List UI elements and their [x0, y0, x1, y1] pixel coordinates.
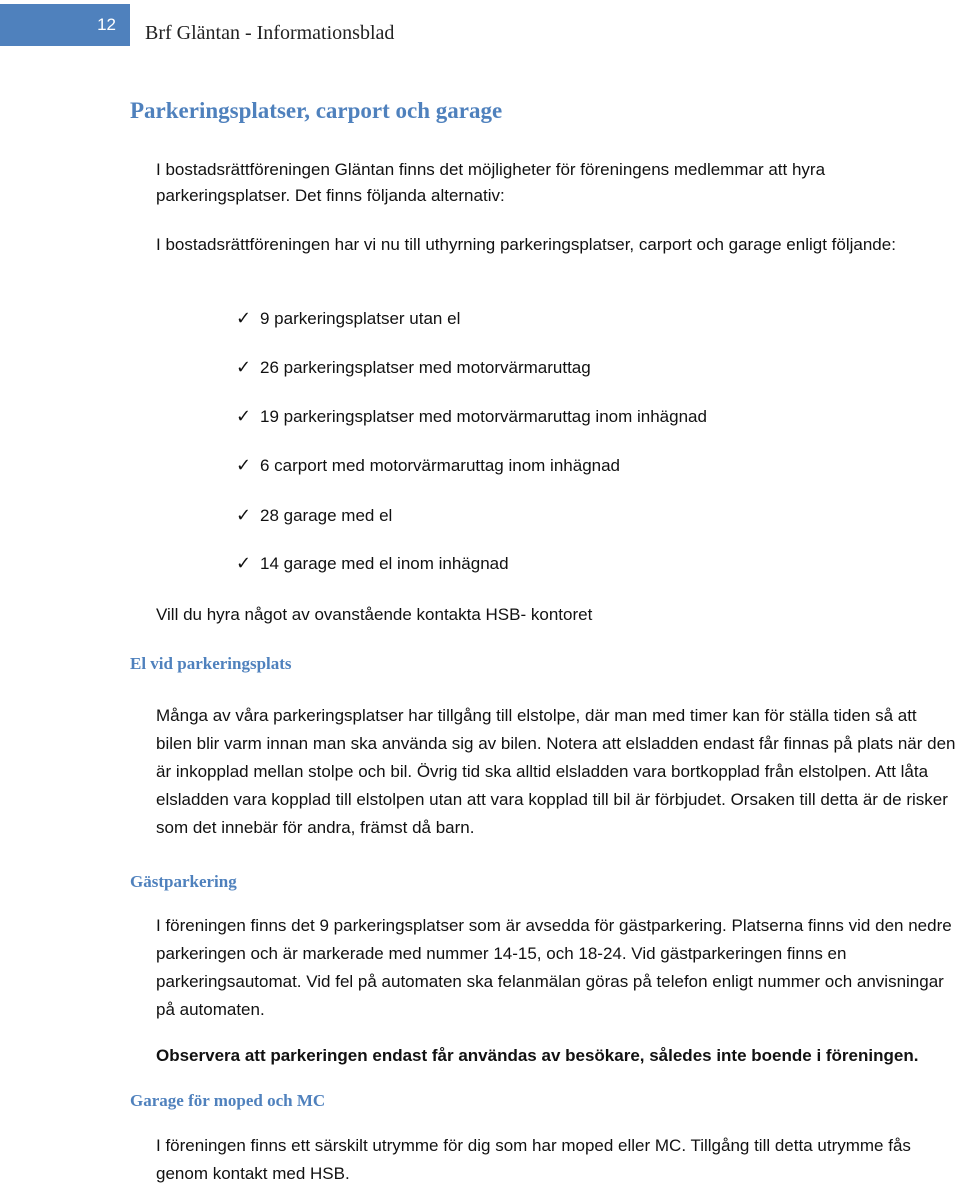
list-item-label: 9 parkeringsplatser utan el — [260, 309, 461, 328]
check-icon: ✓ — [236, 553, 252, 574]
check-icon: ✓ — [236, 308, 252, 329]
check-icon: ✓ — [236, 455, 252, 476]
list-item — [236, 404, 707, 430]
list-item-label: 6 carport med motorvärmaruttag inom inhägnad — [260, 456, 621, 475]
section-heading-moped: Garage för moped och MC — [130, 1091, 326, 1110]
list-item-label: 28 garage med el — [260, 506, 393, 525]
intro-paragraph: I bostadsrättföreningen Gläntan finns det möjligheter för föreningens medlemmar att hyra parkeringsplatser. Det finns följanda alternativ: — [156, 160, 826, 205]
check-icon: ✓ — [236, 357, 252, 378]
check-icon: ✓ — [236, 505, 252, 526]
page-number: 12 — [0, 4, 130, 46]
list-item-label: 19 parkeringsplatser med motorvärmaruttag inom inhägnad — [260, 407, 707, 426]
contact-paragraph: Vill du hyra något av ovanstående kontakta HSB- kontoret — [156, 605, 593, 624]
section-heading-parking: Parkeringsplatser, carport och garage — [130, 98, 503, 123]
list-item-label: 26 parkeringsplatser med motorvärmaruttag — [260, 358, 591, 377]
check-icon: ✓ — [236, 406, 252, 427]
list-item — [236, 355, 591, 381]
section-heading-el: El vid parkeringsplats — [130, 654, 292, 673]
list-item-label: 14 garage med el inom inhägnad — [260, 554, 509, 573]
el-paragraph: Många av våra parkeringsplatser har tillgång till elstolpe, där man med timer kan för ställa tiden så att bilen blir varm innan man ska använda sig av bilen. Notera att elsladden endast får finnas på plats när den är inkopplad mellan stolpe och bil. Övrig tid ska alltid elsladden vara bortkopplad från elstolpen. Att låta elsladden vara kopplad till elstolpen utan att vara kopplad till bil är förbjudet. Orsaken till detta är de risker som det innebär för andra, främst då barn. — [156, 706, 956, 837]
section-heading-guest: Gästparkering — [130, 872, 237, 891]
list-item — [236, 306, 460, 332]
lead-paragraph: I bostadsrättföreningen har vi nu till uthyrning parkeringsplatser, carport och garage enligt följande: — [156, 235, 896, 254]
list-item — [236, 551, 509, 577]
moped-paragraph: I föreningen finns ett särskilt utrymme för dig som har moped eller MC. Tillgång till detta utrymme fås genom kontakt med HSB. — [156, 1136, 911, 1183]
guest-paragraph: I föreningen finns det 9 parkeringsplatser som är avsedda för gästparkering. Platserna finns vid den nedre parkeringen och är markerade med nummer 14-15, och 18-24. Vid gästparkeringen finns en parkeringsautomat. Vid fel på automaten ska felanmälan göras på telefon enligt nummer och anvisningar på automaten. — [156, 916, 952, 1019]
guest-note: Observera att parkeringen endast får användas av besökare, således inte boende i föreningen. — [156, 1046, 919, 1065]
list-item — [236, 453, 620, 479]
document-title: Brf Gläntan - Informationsblad — [145, 22, 395, 44]
list-item — [236, 503, 392, 529]
